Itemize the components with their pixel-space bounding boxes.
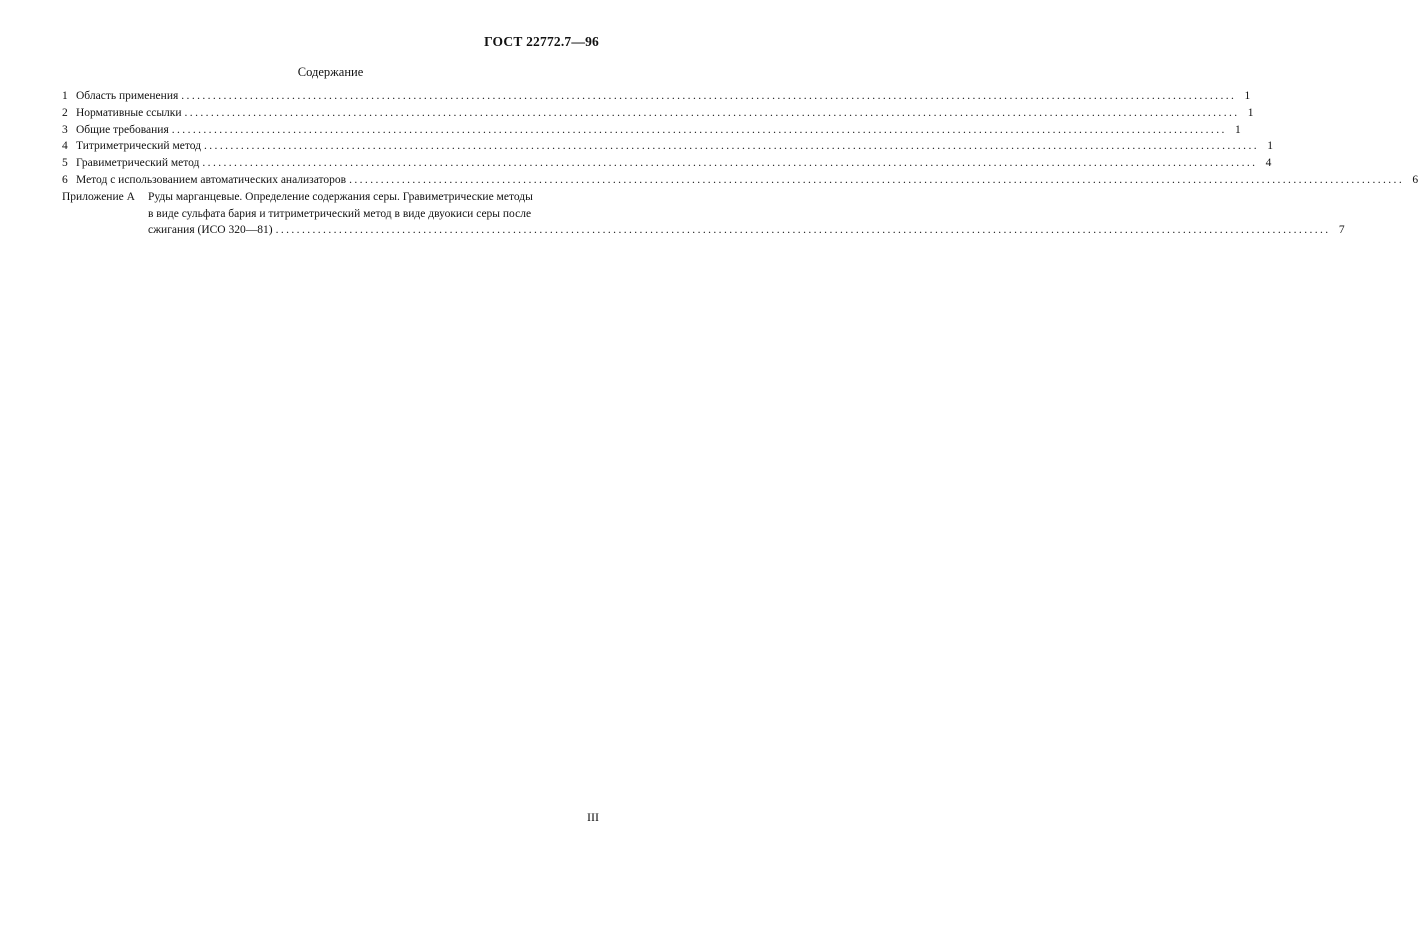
toc-entry-number: 2 [62,106,68,119]
appendix-title-line: в виде сульфата бария и титриметрический метод в виде двуокиси серы после [148,207,532,220]
dot-leader: ........................................................................................................................................................................................................ [181,90,1237,102]
toc-entry-3[interactable] [62,122,1241,139]
toc-entry-number: 4 [62,140,68,153]
toc-entry-4[interactable] [62,138,1273,155]
dot-leader: ........................................................................................................................................................................................................ [349,173,1405,186]
toc-entry-page: 4 [1265,157,1272,170]
appendix-title-line: сжигания (ИСО 320—81) [148,224,273,237]
toc-entry-2[interactable] [62,105,1254,122]
toc-entry-6[interactable] [62,172,1418,189]
toc-entry-number: 1 [62,90,68,102]
toc-entry-title: Титриметрический метод [76,140,201,153]
appendix-title [148,189,1345,239]
dot-leader: ........................................................................................................................................................................................................ [171,123,1227,136]
appendix-page: 7 [1338,224,1345,237]
page-number: III [587,810,599,824]
appendix-title-line: Руды марганцевые. Определение содержания серы. Гравиметрические методы [148,190,533,203]
toc-title: Содержание [297,65,364,79]
toc-entry-title: Гравиметрический метод [76,157,200,170]
dot-leader: ........................................................................................................................................................................................................ [184,106,1240,119]
dot-leader: ........................................................................................................................................................................................................ [275,224,1331,237]
dot-leader: ........................................................................................................................................................................................................ [204,140,1259,153]
toc-entry-page: 1 [1244,90,1251,102]
toc-entry-title: Метод с использованием автоматических анализаторов [76,173,347,186]
toc-entry-page: 1 [1247,106,1254,119]
table-of-contents [62,88,1418,239]
toc-entry-title: Общие требования [76,123,169,136]
appendix-last-line [148,222,1345,239]
appendix-label: Приложение А [62,190,135,203]
toc-entry-number: 5 [62,157,68,170]
toc-entry-number: 3 [62,123,68,136]
toc-entry-title: Область применения [76,90,179,102]
toc-entry-number: 6 [62,173,68,186]
toc-appendix-entry[interactable] [62,189,1345,239]
toc-entry-page: 6 [1412,173,1418,186]
toc-entry-page: 1 [1235,123,1241,136]
toc-entry-1[interactable] [62,88,1251,105]
toc-entry-title: Нормативные ссылки [76,106,182,119]
toc-entry-5[interactable] [62,155,1272,172]
dot-leader: ........................................................................................................................................................................................................ [202,157,1258,170]
standard-code: ГОСТ 22772.7—96 [484,34,599,49]
toc-entry-page: 1 [1267,140,1273,153]
